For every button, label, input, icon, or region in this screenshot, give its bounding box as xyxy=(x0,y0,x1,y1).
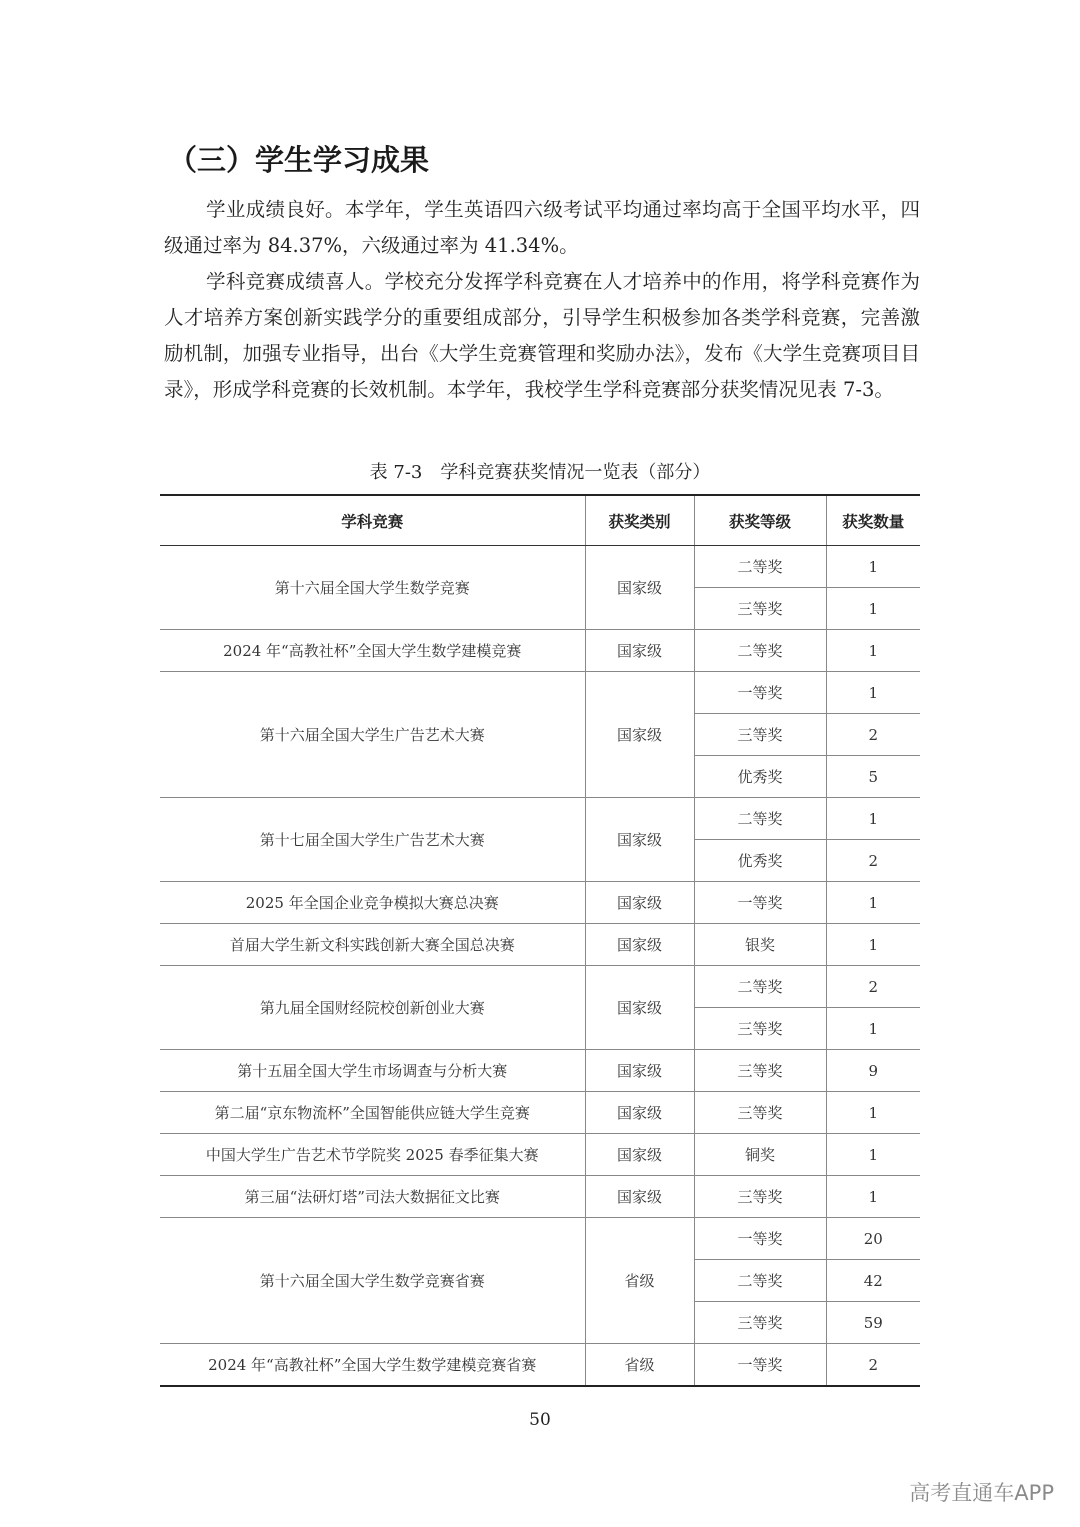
table-row xyxy=(160,672,920,714)
cell-count: 20 xyxy=(826,1218,920,1260)
cell-competition: 2024 年“高教社杯”全国大学生数学建模竞赛省赛 xyxy=(208,1356,537,1374)
cell-count: 59 xyxy=(826,1302,920,1344)
cell-level: 三等奖 xyxy=(694,1092,826,1134)
cell-count: 1 xyxy=(826,588,920,630)
cell-count: 5 xyxy=(826,756,920,798)
cell-level: 优秀奖 xyxy=(694,756,826,798)
cell-count: 1 xyxy=(826,546,920,588)
cell-competition: 第三届“法研灯塔”司法大数据征文比赛 xyxy=(160,1176,585,1218)
cell-level: 三等奖 xyxy=(694,588,826,630)
header-count: 获奖数量 xyxy=(826,495,920,546)
cell-competition: 2024 年“高教社杯”全国大学生数学建模竞赛 xyxy=(160,630,585,672)
cell-competition: 第十六届全国大学生数学竞赛省赛 xyxy=(160,1218,585,1344)
cell-count: 1 xyxy=(826,1176,920,1218)
section-heading: （三）学生学习成果 xyxy=(168,143,430,177)
cell-category: 国家级 xyxy=(585,1134,694,1176)
table-body xyxy=(160,546,920,1387)
table-row xyxy=(160,1092,920,1134)
cell-level: 一等奖 xyxy=(694,882,826,924)
cell-count: 2 xyxy=(826,966,920,1008)
cell-competition: 第九届全国财经院校创新创业大赛 xyxy=(160,966,585,1050)
cell-level: 三等奖 xyxy=(694,714,826,756)
cell-count: 42 xyxy=(826,1260,920,1302)
cell-competition: 第十七届全国大学生广告艺术大赛 xyxy=(160,798,585,882)
table-header-row xyxy=(160,495,920,546)
table-row xyxy=(160,1176,920,1218)
table-row xyxy=(160,546,920,588)
table-row xyxy=(160,1344,920,1387)
cell-category: 国家级 xyxy=(585,672,694,798)
cell-competition: 第十六届全国大学生数学竞赛 xyxy=(160,546,585,630)
table-row xyxy=(160,1050,920,1092)
cell-category: 国家级 xyxy=(585,546,694,630)
cell-competition: 中国大学生广告艺术节学院奖 2025 春季征集大赛 xyxy=(160,1134,585,1176)
table-row xyxy=(160,882,920,924)
cell-count: 1 xyxy=(826,798,920,840)
table-row xyxy=(160,924,920,966)
cell-level: 一等奖 xyxy=(694,1218,826,1260)
cell-count: 1 xyxy=(826,882,920,924)
cell-category: 国家级 xyxy=(585,630,694,672)
cell-competition: 2025 年全国企业竞争模拟大赛总决赛 xyxy=(160,882,585,924)
cell-count: 9 xyxy=(826,1050,920,1092)
cell-category: 国家级 xyxy=(585,924,694,966)
cell-count: 2 xyxy=(826,1344,920,1387)
cell-category: 国家级 xyxy=(585,882,694,924)
cell-count: 1 xyxy=(826,1092,920,1134)
cell-count: 2 xyxy=(826,714,920,756)
cell-level: 二等奖 xyxy=(694,798,826,840)
cell-level: 三等奖 xyxy=(694,1008,826,1050)
table-row xyxy=(160,1218,920,1260)
cell-level: 银奖 xyxy=(694,924,826,966)
cell-competition: 第二届“京东物流杯”全国智能供应链大学生竞赛 xyxy=(160,1092,585,1134)
cell-category: 省级 xyxy=(585,1218,694,1344)
cell-count: 1 xyxy=(826,924,920,966)
cell-competition: 第十六届全国大学生广告艺术大赛 xyxy=(160,672,585,798)
table-row xyxy=(160,1134,920,1176)
awards-table xyxy=(160,494,920,1387)
paragraph-academic-performance: 学业成绩良好。本学年，学生英语四六级考试平均通过率均高于全国平均水平，四级通过率为 84.37%，六级通过率为 41.34%。 xyxy=(164,198,920,257)
cell-category: 国家级 xyxy=(585,798,694,882)
cell-level: 三等奖 xyxy=(694,1050,826,1092)
cell-category: 国家级 xyxy=(585,966,694,1050)
cell-level: 优秀奖 xyxy=(694,840,826,882)
table-row xyxy=(160,630,920,672)
header-category: 获奖类别 xyxy=(585,495,694,546)
cell-category: 国家级 xyxy=(585,1176,694,1218)
header-competition: 学科竞赛 xyxy=(160,495,585,546)
watermark-logo-text: 高考直通车APP xyxy=(909,1481,1054,1505)
cell-level: 二等奖 xyxy=(694,1260,826,1302)
cell-level: 二等奖 xyxy=(694,966,826,1008)
cell-level: 三等奖 xyxy=(694,1302,826,1344)
cell-level: 二等奖 xyxy=(694,630,826,672)
cell-category: 国家级 xyxy=(585,1050,694,1092)
cell-count: 1 xyxy=(826,1134,920,1176)
cell-level: 一等奖 xyxy=(694,1344,826,1387)
cell-competition: 首届大学生新文科实践创新大赛全国总决赛 xyxy=(160,924,585,966)
cell-level: 三等奖 xyxy=(694,1176,826,1218)
cell-count: 2 xyxy=(826,840,920,882)
cell-category: 省级 xyxy=(585,1344,694,1387)
cell-count: 1 xyxy=(826,672,920,714)
header-level: 获奖等级 xyxy=(694,495,826,546)
cell-level: 铜奖 xyxy=(694,1134,826,1176)
cell-category: 国家级 xyxy=(585,1092,694,1134)
page-number: 50 xyxy=(529,1410,551,1430)
table-caption: 表 7-3 学科竞赛获奖情况一览表（部分） xyxy=(369,462,711,483)
table-row xyxy=(160,798,920,840)
cell-competition: 第十五届全国大学生市场调查与分析大赛 xyxy=(160,1050,585,1092)
paragraph-competitions: 学科竞赛成绩喜人。学校充分发挥学科竞赛在人才培养中的作用，将学科竞赛作为人才培养方案创新实践学分的重要组成部分，引导学生积极参加各类学科竞赛，完善激励机制，加强专业指导，出台《大学生竞赛管理和奖励办法》，发布《大学生竞赛项目目录》，形成学科竞赛的长效机制。本学年，我校学生学科竞赛部分获奖情况见表 7-3。 xyxy=(164,270,920,401)
table-row xyxy=(160,966,920,1008)
cell-count: 1 xyxy=(826,1008,920,1050)
cell-level: 一等奖 xyxy=(694,672,826,714)
cell-level: 二等奖 xyxy=(694,546,826,588)
cell-count: 1 xyxy=(826,630,920,672)
